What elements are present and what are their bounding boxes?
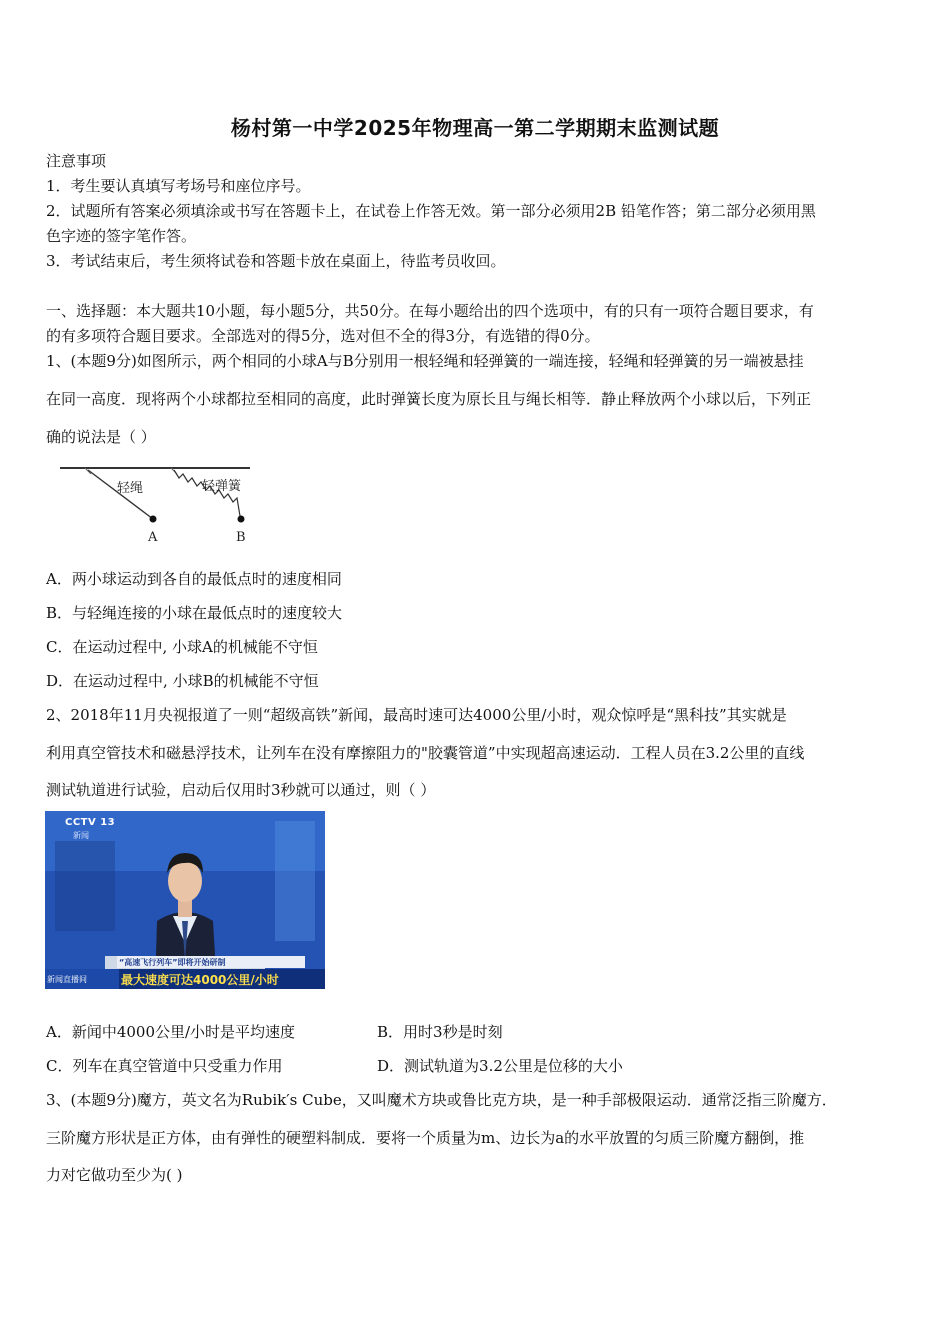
- q3-stem-line-3: 力对它做功至少为( ): [46, 1166, 183, 1184]
- q1-option-d: D．在运动过程中, 小球B的机械能不守恒: [46, 672, 319, 690]
- q1-option-a: A．两小球运动到各自的最低点时的速度相同: [46, 570, 342, 588]
- news-banner-top: “高速飞行列车”即将开始研制: [119, 958, 226, 967]
- q1-option-b: B．与轻绳连接的小球在最低点时的速度较大: [46, 604, 343, 622]
- ball-b: [238, 516, 245, 523]
- ball-a-label: A: [148, 530, 158, 545]
- q2-option-a: A．新闻中4000公里/小时是平均速度: [46, 1023, 296, 1041]
- section-1-intro-cont: 的有多项符合题目要求。全部选对的得5分，选对但不全的得3分，有选错的得0分。: [46, 327, 600, 345]
- rope-spring-diagram: [55, 460, 255, 552]
- notice-item-1: 1．考生要认真填写考场号和座位序号。: [46, 177, 311, 195]
- news-banner-bottom: 最大速度可达4000公里/小时: [121, 973, 279, 987]
- q3-stem-line-1: 3、(本题9分)魔方，英文名为Rubik′s Cube，又叫魔术方块或鲁比克方块，是一种手部极限运动．通常泛指三阶魔方．: [46, 1091, 837, 1109]
- section-1-intro: 一、选择题：本大题共10小题，每小题5分，共50分。在每小题给出的四个选项中，有的只有一项符合题目要求，有: [46, 302, 814, 320]
- notice-heading: 注意事项: [46, 152, 107, 170]
- q2-stem-line-2: 利用真空管技术和磁悬浮技术，让列车在没有摩擦阻力的"胶囊管道”中实现超高速运动．工程人员在3.2公里的直线: [46, 744, 805, 762]
- notice-item-2-cont: 色字迹的签字笔作答。: [46, 227, 197, 245]
- q2-stem-line-1: 2、2018年11月央视报道了一则“超级高铁”新闻，最高时速可达4000公里/小时，观众惊呼是“黑科技”其实就是: [46, 706, 787, 724]
- spring-label: 轻弹簧: [202, 479, 242, 494]
- ball-a: [150, 516, 157, 523]
- q2-option-b: B．用时3秒是时刻: [377, 1023, 503, 1041]
- ball-b-label: B: [236, 530, 246, 545]
- rope-label: 轻绳: [117, 481, 144, 496]
- notice-item-3: 3．考试结束后，考生须将试卷和答题卡放在桌面上，待监考员收回。: [46, 252, 506, 270]
- page-title: 杨村第一中学2025年物理高一第二学期期末监测试题: [230, 116, 720, 140]
- q1-stem-line-2: 在同一高度．现将两个小球都拉至相同的高度，此时弹簧长度为原长且与绳长相等．静止释放两个小球以后，下列正: [46, 390, 812, 408]
- q2-option-d: D．测试轨道为3.2公里是位移的大小: [377, 1057, 623, 1075]
- q1-option-c: C．在运动过程中, 小球A的机械能不守恒: [46, 638, 318, 656]
- news-broadcast-image: [45, 811, 325, 989]
- q2-stem-line-3: 测试轨道进行试验，启动后仅用时3秒就可以通过，则（ ）: [46, 781, 436, 799]
- channel-sub: 新闻: [73, 831, 89, 840]
- notice-item-2: 2．试题所有答案必须填涂或书写在答题卡上，在试卷上作答无效。第一部分必须用2B 铅笔作答；第二部分必须用黑: [46, 202, 816, 220]
- channel-logo: CCTV 13: [65, 817, 116, 828]
- q1-stem-line-3: 确的说法是（ ）: [46, 428, 156, 446]
- q3-stem-line-2: 三阶魔方形状是正方体，由有弹性的硬塑料制成．要将一个质量为m、边长为a的水平放置的匀质三阶魔方翻倒，推: [46, 1129, 805, 1147]
- program-tag: 新闻直播间: [47, 975, 87, 984]
- q2-option-c: C．列车在真空管道中只受重力作用: [46, 1057, 283, 1075]
- q1-stem-line-1: 1、(本题9分)如图所示，两个相同的小球A与B分别用一根轻绳和轻弹簧的一端连接，轻绳和轻弹簧的另一端被悬挂: [46, 352, 804, 370]
